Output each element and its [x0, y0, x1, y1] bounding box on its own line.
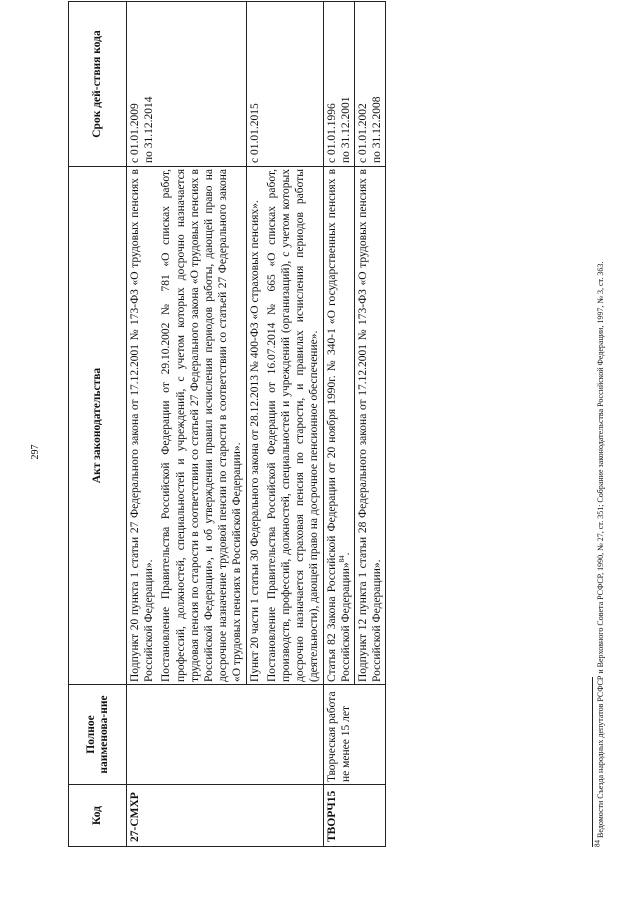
header-full-name: Полное наименова-ние [69, 685, 127, 785]
period-cell [127, 2, 247, 167]
footnote-mark: 84 [593, 840, 602, 847]
period-start: с 01.01.2009 [129, 103, 141, 163]
footnote-text: Ведомости Съезда народных депутатов РСФСР и Верховного Совета РСФСР, 1990, № 27, ст. 351; Собрание законодательства Российской Федерации, 1997, № 3, ст. 363. [596, 261, 605, 838]
period-start: с 01.01.2015 [248, 103, 261, 163]
footnote [593, 7, 606, 847]
act-paragraph: Подпункт 12 пункта 1 статьи 28 Федерального закона от 17.12.2001 № 173-ФЗ «О трудовых пенсиях в Российской Федерации». [357, 169, 384, 682]
period-cell [323, 2, 354, 167]
table-row [323, 2, 354, 847]
act-text: Статья 82 Закона Российской Федерации от 20 ноября 1990г. № 340-1 «О государственных пенсиях в Российской Федерации» [325, 169, 352, 682]
table-header-row [69, 2, 127, 847]
header-act: Акт законодательства [69, 167, 127, 685]
act-paragraph: Постановление Правительства Российской Федерации от 16.07.2014 № 665 «О списках работ, производств, профессий, должностей, специальностей и учреждений (организаций), с учетом которых досрочно назначается страховая пенсия по старости, и правилах исчисления периодов работы (деятельности), дающей право на досрочное пенсионное обеспечение». [265, 169, 321, 682]
table-row [127, 2, 247, 847]
full-name-cell: Творческая работа не менее 15 лет [323, 685, 386, 785]
period-cell [355, 2, 386, 167]
code-cell: ТВОРЧ15 [323, 785, 386, 847]
act-paragraph: Подпункт 20 пункта 1 статьи 27 Федерального закона от 17.12.2001 № 173-ФЗ «О трудовых пенсиях в Российской Федерации». [129, 169, 156, 682]
act-paragraph: Статья 82 Закона Российской Федерации от 20 ноября 1990г. № 340-1 «О государственных пенсиях в Российской Федерации»$^{84}$. [325, 169, 352, 682]
act-cell [127, 167, 247, 685]
period-start: с 01.01.2002 [357, 103, 370, 163]
page-number: 297 [30, 444, 41, 460]
period-end: по 31.12.2008 [371, 96, 384, 163]
period-cell [246, 2, 323, 167]
act-paragraph: Постановление Правительства Российской Федерации от 29.10.2002 № 781 «О списках работ, профессий, должностей, специальностей и учреждений, с учетом которых досрочно назначается трудовая пенсия по старости в соответствии со статьей 27 Федерального закона «О трудовых пенсиях в Российской Федерации», и об утверждении правил исчисления периодов работы, дающей право на досрочное назначение трудовой пенсии по старости в соответствии со статьей 27 Федерального закона «О трудовых пенсиях в Российской Федерации». [160, 169, 244, 682]
act-cell [355, 167, 386, 685]
code-cell: 27-СМХР [127, 785, 324, 847]
header-code: Код [69, 785, 127, 847]
header-period: Срок дей-ствия кода [69, 2, 127, 167]
period-end: по 31.12.2001 [339, 96, 352, 163]
period-start: с 01.01.1996 [325, 103, 338, 163]
footnote-reference: 84 [338, 555, 347, 563]
act-cell [323, 167, 354, 685]
full-name-cell [127, 685, 324, 785]
act-cell [246, 167, 323, 685]
act-paragraph: Пункт 20 части 1 статьи 30 Федерального закона от 28.12.2013 № 400-ФЗ «О страховых пенсиях». [248, 200, 261, 682]
footnote-divider [592, 677, 593, 847]
legislation-codes-table [68, 1, 386, 847]
period-end: по 31.12.2014 [143, 96, 156, 163]
